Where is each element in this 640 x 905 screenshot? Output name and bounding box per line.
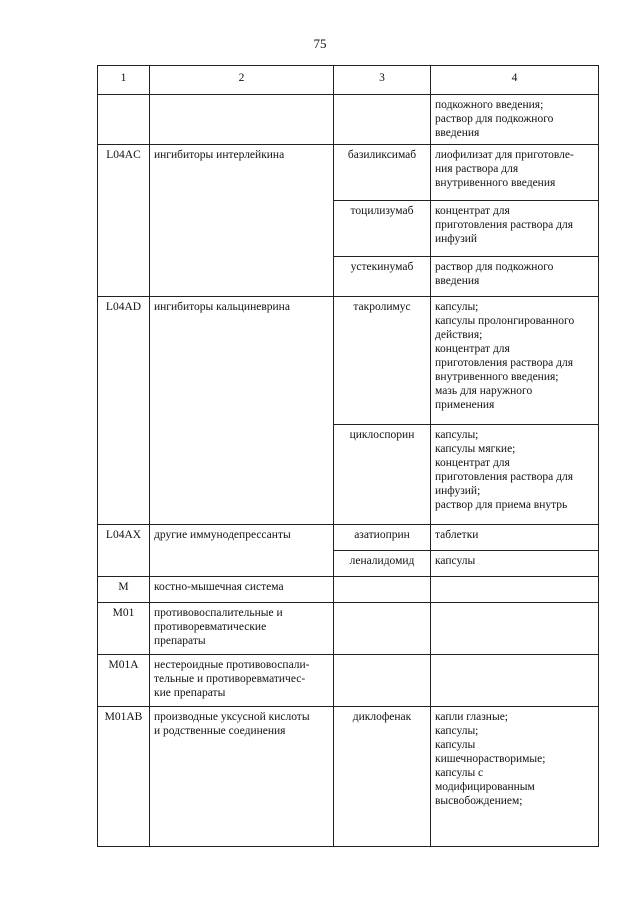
dosage-form-line: раствор для подкожного [435, 261, 554, 273]
dosage-form-cell [431, 201, 599, 257]
dosage-form-line: ния раствора для [435, 163, 519, 175]
dosage-form-line: капли глазные; [435, 711, 508, 723]
group-name-line: нестероидные противовоспали- [154, 659, 310, 671]
atc-code-cell: L04AC [98, 145, 150, 297]
group-name-cell [150, 525, 334, 577]
dosage-form-cell [431, 707, 599, 847]
group-name-line: и родственные соединения [154, 725, 286, 737]
inn-cell: устекинумаб [334, 257, 431, 297]
group-name-line: ингибиторы интерлейкина [154, 149, 285, 161]
dosage-form-line: капсулы [435, 555, 476, 567]
table-row [98, 95, 599, 145]
dosage-form-line: введения [435, 127, 480, 139]
dosage-form-cell [431, 525, 599, 551]
atc-code-cell: L04AX [98, 525, 150, 577]
table-row [98, 707, 599, 847]
dosage-form-line: таблетки [435, 529, 479, 541]
dosage-form-line: концентрат для [435, 343, 510, 355]
dosage-form-line: капсулы с [435, 767, 484, 779]
table-row [98, 603, 599, 655]
group-name-line: кие препараты [154, 687, 226, 699]
dosage-form-line: концентрат для [435, 457, 510, 469]
inn-cell [334, 655, 431, 707]
dosage-form-line: раствор для подкожного [435, 113, 554, 125]
header-col-3: 3 [334, 66, 431, 95]
dosage-form-cell [431, 297, 599, 425]
dosage-form-cell [431, 551, 599, 577]
dosage-form-line: модифицированным [435, 781, 535, 793]
dosage-form-cell [431, 145, 599, 201]
dosage-form-cell [431, 655, 599, 707]
atc-code-cell: M [98, 577, 150, 603]
dosage-form-line: мазь для наружного [435, 385, 533, 397]
header-col-4: 4 [431, 66, 599, 95]
dosage-form-cell [431, 603, 599, 655]
dosage-form-line: раствор для приема внутрь [435, 499, 568, 511]
dosage-form-line: концентрат для [435, 205, 510, 217]
inn-cell: азатиоприн [334, 525, 431, 551]
group-name-cell [150, 707, 334, 847]
group-name-line: противоревматические [154, 621, 267, 633]
dosage-form-line: капсулы пролонгированного [435, 315, 575, 327]
group-name-cell [150, 95, 334, 145]
dosage-form-cell [431, 577, 599, 603]
group-name-line: противовоспалительные и [154, 607, 283, 619]
group-name-line: производные уксусной кислоты [154, 711, 310, 723]
group-name-cell [150, 145, 334, 297]
page-number: 75 [313, 36, 327, 51]
dosage-form-line: применения [435, 399, 495, 411]
table-row [98, 577, 599, 603]
atc-code-cell: M01AB [98, 707, 150, 847]
group-name-cell [150, 655, 334, 707]
group-name-cell [150, 577, 334, 603]
dosage-form-line: подкожного введения; [435, 99, 544, 111]
dosage-form-line: инфузий [435, 233, 478, 245]
atc-code-cell: M01 [98, 603, 150, 655]
group-name-line: ингибиторы кальциневрина [154, 301, 290, 313]
dosage-form-line: введения [435, 275, 480, 287]
group-name-line: тельные и противоревматичес- [154, 673, 306, 685]
dosage-form-line: лиофилизат для приготовле- [435, 149, 574, 161]
table-header-row [98, 66, 599, 95]
dosage-form-cell [431, 95, 599, 145]
dosage-form-cell [431, 425, 599, 525]
table-row [98, 525, 599, 551]
header-col-1: 1 [98, 66, 150, 95]
code-cell [98, 95, 150, 145]
dosage-form-line: высвобождением; [435, 795, 523, 807]
atc-code-cell: L04AD [98, 297, 150, 525]
inn-cell: циклоспорин [334, 425, 431, 525]
dosage-form-line: капсулы; [435, 429, 479, 441]
dosage-form-line: внутривенного введения [435, 177, 556, 189]
dosage-form-line: приготовления раствора для [435, 357, 573, 369]
dosage-form-cell [431, 257, 599, 297]
table-row [98, 297, 599, 425]
inn-cell: диклофенак [334, 707, 431, 847]
dosage-form-line: кишечнорастворимые; [435, 753, 546, 765]
dosage-form-line: внутривенного введения; [435, 371, 559, 383]
dosage-form-line: капсулы; [435, 725, 479, 737]
inn-cell: тоцилизумаб [334, 201, 431, 257]
group-name-line: другие иммунодепрессанты [154, 529, 291, 541]
group-name-line: костно-мышечная система [154, 581, 284, 593]
inn-cell: леналидомид [334, 551, 431, 577]
group-name-line: препараты [154, 635, 206, 647]
inn-cell: такролимус [334, 297, 431, 425]
atc-code-cell: M01A [98, 655, 150, 707]
dosage-form-line: приготовления раствора для [435, 219, 573, 231]
group-name-cell [150, 297, 334, 525]
inn-cell: базиликсимаб [334, 145, 431, 201]
dosage-form-line: действия; [435, 329, 483, 341]
drug-table [97, 65, 599, 847]
dosage-form-line: капсулы; [435, 301, 479, 313]
header-col-2: 2 [150, 66, 334, 95]
dosage-form-line: инфузий; [435, 485, 481, 497]
inn-cell [334, 577, 431, 603]
table-row [98, 145, 599, 201]
inn-cell [334, 603, 431, 655]
inn-cell [334, 95, 431, 145]
table-row [98, 655, 599, 707]
dosage-form-line: приготовления раствора для [435, 471, 573, 483]
group-name-cell [150, 603, 334, 655]
dosage-form-line: капсулы мягкие; [435, 443, 516, 455]
dosage-form-line: капсулы [435, 739, 476, 751]
